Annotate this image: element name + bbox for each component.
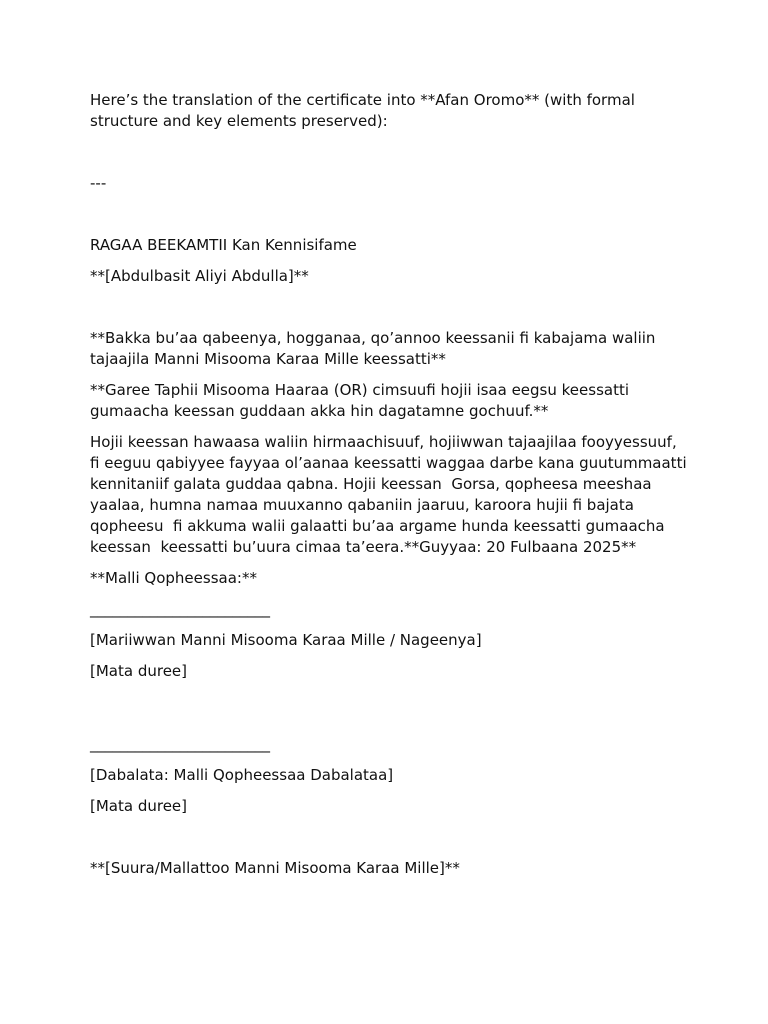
- intro-text: Here’s the translation of the certificate into **Afan Oromo** (with formal structure and key elements preserved):: [90, 91, 640, 130]
- signatory-heading: **Malli Qopheessaa:**: [90, 569, 257, 587]
- signatory-2-title: [Mata duree]: [90, 797, 188, 815]
- signatory-1-name: [Mariiwwan Manni Misooma Karaa Mille / Nageenya]: [90, 631, 482, 649]
- seal-placeholder: **[Suura/Mallattoo Manni Misooma Karaa Mille]**: [90, 859, 460, 877]
- recipient-name: **[Abdulbasit Aliyi Abdulla]**: [90, 267, 309, 285]
- signatory-2-name: [Dabalata: Malli Qopheessaa Dabalataa]: [90, 766, 394, 784]
- signatory-1-title: [Mata duree]: [90, 662, 188, 680]
- separator: ---: [90, 174, 107, 192]
- certificate-title: RAGAA BEEKAMTII Kan Kennisifame: [90, 236, 357, 254]
- signature-line-2: ________________________: [90, 735, 270, 753]
- signature-line-1: ________________________: [90, 600, 270, 618]
- paragraph-service: **Bakka bu’aa qabeenya, hogganaa, qo’annoo keessanii fi kabajama waliin tajaajila Manni Misooma Karaa Mille keessatti**: [90, 329, 661, 368]
- paragraph-contribution: **Garee Taphii Misooma Haaraa (OR) cimsuufi hojii isaa eegsu keessatti gumaacha keessan guddaan akka hin dagatamne gochuuf.**: [90, 381, 634, 420]
- paragraph-appreciation: Hojii keessan hawaasa waliin hirmaachisuuf, hojiiwwan tajaajilaa fooyyessuuf, fi eeguu qabiyyee fayyaa ol’aanaa keessatti waggaa darbe kana guutummaatti kennitaniif galata guddaa qabna. Hojii keessan Gorsa, qopheesa meeshaa yaalaa, humna namaa muuxanno qabaniin jaaruu, karoora hujii fi bajata qopheesu fi akkuma walii galaatti bu’aa argame hunda keessatti gumaacha keessan keessatti bu’uura cimaa ta’eera.**Guyyaa: 20 Fulbaana 2025**: [90, 433, 692, 556]
- document-page: [90, 90, 690, 879]
